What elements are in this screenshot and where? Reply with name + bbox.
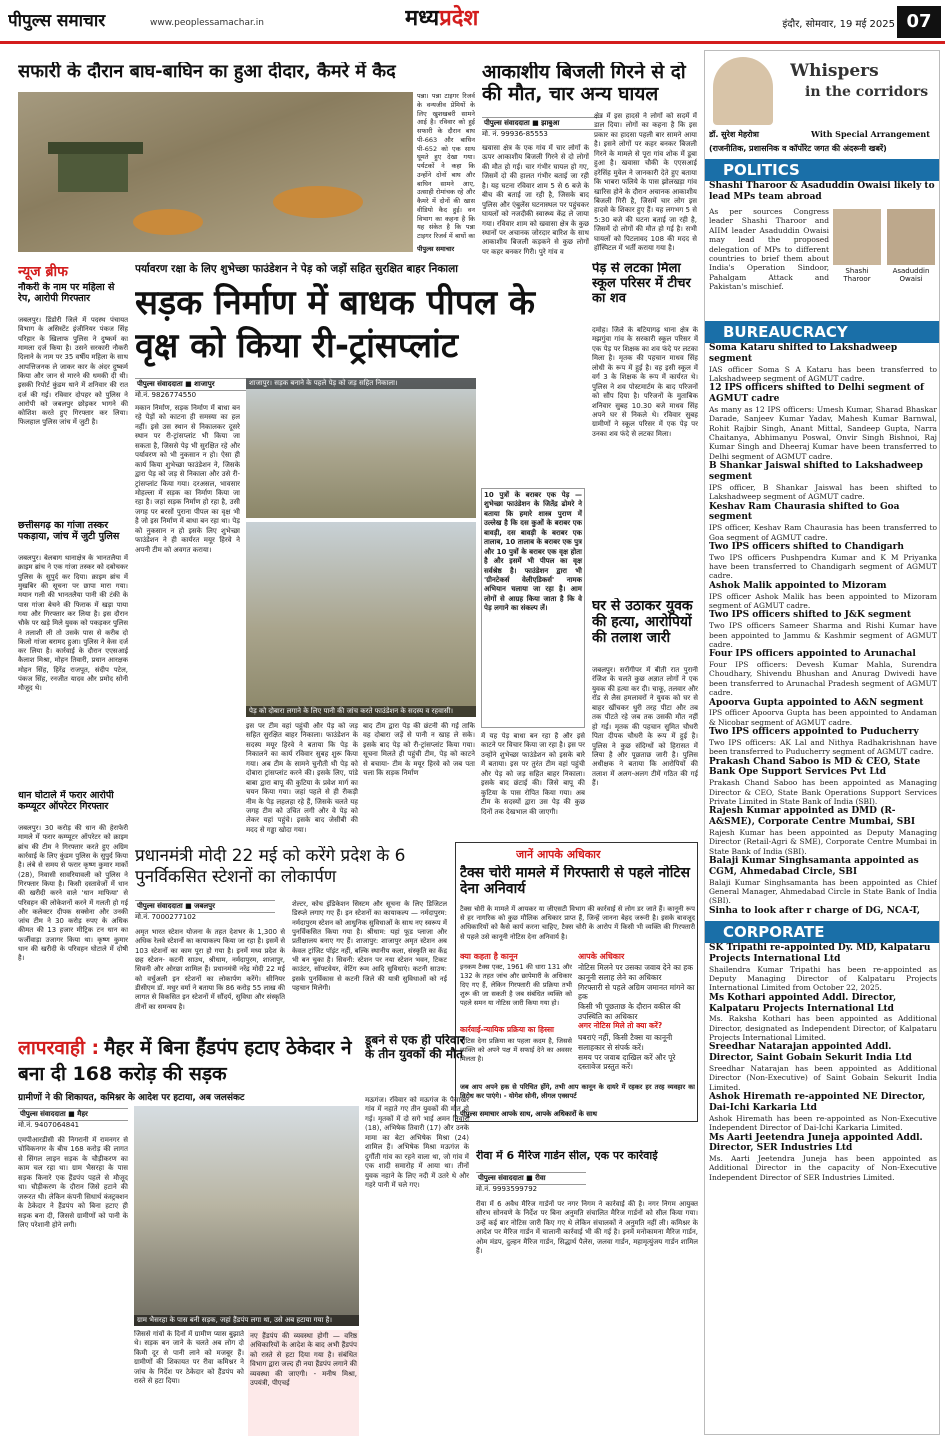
bureau-item-title: Prakash Chand Saboo is MD & CEO, State Bank Ope Support Services Pvt Ltd	[709, 756, 921, 778]
peepal-kicker: पर्यावरण रक्षा के लिए शुभेच्छा फाउंडेशन ने पेड़ को जड़ों सहित सुरक्षित बाहर निकाला	[135, 263, 458, 275]
right-item: नोटिस मिलने पर उसका जवाब देने का हक	[578, 963, 694, 972]
maihar-headline: मैहर में बिना हैंडपंप हटाए ठेकेदार ने बना दी 168 करोड़ की सड़क	[18, 1037, 352, 1085]
whispers-sidebar	[704, 50, 940, 1435]
owaisi-caption: Asaduddin Owaisi	[892, 267, 930, 283]
politics-body: As per sources Congress leader Shashi Tharoor and AIIM leader Asaduddin Owaisi may lead the proposed delegation of MPs to different countries to brief them about India's Operation Sindoor, Pahalgam Attack and Pakistan's mischief.	[709, 207, 829, 291]
step-item: समय पर जवाब दाखिल करें और पूरे दस्तावेज प्रस्तुत करें।	[578, 1052, 676, 1072]
adhikar-steps	[578, 1033, 695, 1072]
corp-item-body: Ms. Raksha Kothari has been appointed as Additional Director, designated as Independent Director, of Kalpataru Projects International Limited.	[709, 1014, 937, 1043]
peepal-photo-2-caption: पेड़ को दोबारा लगाने के लिए पानी की जांच करते फाउंडेशन के सदस्य व रहवासी।	[246, 706, 476, 717]
modi-byline: पीपुल्स संवाददाता ■ जबलपुर	[135, 900, 275, 913]
maihar-photo-caption: ग्राम भैसरहा के पास बनी सड़क, जहां हैंडपंप लगा था, उसे अब हटाया गया है।	[134, 1315, 359, 1326]
bureau-item-title: Two IPS officers appointed to Puducherry	[709, 727, 919, 738]
peepal-headline: सड़क निर्माण में बाधक पीपल के वृक्ष को किया री-ट्रांसप्लांट	[135, 283, 536, 366]
lightning-headline: आकाशीय बिजली गिरने से दो की मौत, चार अन्य घायल	[482, 62, 686, 105]
maihar-photo	[134, 1106, 359, 1326]
adhikar-note: पीपुल्स समाचार आपके साथ, आपके अधिकारों के साथ	[460, 1110, 597, 1118]
bureaucracy-list	[709, 343, 937, 915]
bureau-item-body: IPS officer, Keshav Ram Chaurasia has been transferred to Goa segment of AGMUT cadre.	[709, 523, 937, 542]
author-photo	[713, 57, 773, 125]
newspaper-logo: पीपुल्स समाचार	[8, 11, 106, 31]
corp-item-title: Sreedhar Natarajan appointed Addl. Director, Saint Gobain Sekurit India Ltd	[709, 1042, 912, 1064]
brief-2-body: जबलपुर। बेलबाग थानाक्षेत्र के भानतलैया में क्राइम ब्रांच ने एक गांजा तस्कर को दबोचकर पुलिस के सुपुर्द कर दिया। क्राइम ब्रांच में मुखबिर की सूचना पर छापा मारा गया। मयान गली की भानतलैया पानी की टंकी के पास गांजा बेचने की फिराक में खड़ा पाया गया और गिरफ्तार कर लिया है। इस दौरान चौके पर खड़े मिले युवक को पकड़कर पुलिस ने तलाशी ली तो उसके पास से करीब दो किलो गांजा बरामद हुआ। पुलिस ने केस दर्ज कर लिया है। कार्रवाई के दौरान एएसआई कैलाश मिश्रा, मोहन तिवारी, प्रधान आरक्षक मोहन सिंह, हिरेंद्र राजपूत, संदीप पटेल, पंकज सिंह, रनजीत यादव और प्रमोद सोनी मौजूद थे।	[18, 554, 128, 693]
bureau-item-title: Sinha to look after r charge of DG, NCA-T,	[709, 905, 921, 915]
bureau-item-body: Rajesh Kumar has been appointed as Deputy Managing Director (Retail-Agri & SME), Corporate Centre Mumbai in State Bank of India (SBI).	[709, 827, 937, 856]
step-item: घबराएं नहीं, किसी टैक्स या कानूनी सलाहकार से संपर्क करें।	[578, 1033, 673, 1052]
bureau-item-title: Four IPS officers appointed to Arunachal	[709, 649, 916, 660]
rewa-mobile: मो.नं. 9993599792	[476, 1185, 538, 1193]
corp-item-title: Ashok Hiremath re-appointed NE Director, Dai-Ichi Karkaria Ltd	[709, 1092, 926, 1113]
maihar-subtitle: ग्रामीणों ने की शिकायत, कमिश्नर के आदेश पर हटाया, अब जलसंकट	[18, 1093, 245, 1103]
peepal-col1: मकान निर्माण, सड़क निर्माण में बाधा बन रहे पेड़ों को काटना ही समस्या का हल नहीं। इसे उस स्थान से निकालकर दूसरे स्थान पर री-ट्रांसप्लांट भी किया जा सकता है, जिससे पेड़ भी सुरक्षित रहे और पर्यावरण को भी नुकसान न हो। ऐसा ही कार्य किया शुभेच्छा फाउंडेशन ने, जिसके द्वारा पेड़ को जड़ से निकाला और उसे री-ट्रांसप्लांट किया गया। दरअसल, भावसार मोहल्ला में सड़क का निर्माण किया जा रहा है। जहां सड़क निर्माण हो रहा है, उसी जगह पर बरसों पुराना पीपल का वृक्ष भी है जो इस निर्माण में बाधा बन रहा था। पेड़ को नुकसान न हो इसके लिए शुभेच्छा फाउंडेशन ने ही कार्यरत मयूर हिरवे ने अपनी टीम को अवगत कराया।	[135, 404, 240, 554]
adhikar-q4: अगर नोटिस मिले तो क्या करें?	[578, 1021, 663, 1030]
tiger-photo	[18, 92, 413, 252]
special-arrangement: With Special Arrangement	[811, 129, 930, 139]
bureau-item-title: Apoorva Gupta appointed to A&N segment	[709, 697, 924, 708]
bureau-item-title: Two IPS officers shifted to J&K segment	[709, 610, 912, 621]
corp-item-body: Ashok Hiremath has been re-appointed as Non-Executive Independent Director of Dai-Ichi Karkaria Limited.	[709, 1113, 937, 1133]
tiger-body: पन्ना। पन्ना टाइगर रिजर्व के वन्यजीव प्रेमियों के लिए खुशखबरी सामने आई है। रविवार को हुई सफारी के दौरान बाघ पी-663 और बाघिन पी-652 को एक साथ घूमते हुए देखा गया। पर्यटकों ने कहा कि उन्होंने दोनों बाघ और बाघिन सामने आए, उत्साही रोमांचक रहे और कैमरे में दोनों की खास वीडियो कैद हुई। वन विभाग का कहना है कि यह संकेत है कि पन्ना टाइगर रिजर्व में बाघों का	[417, 92, 475, 241]
adhikar-q3: आपके अधिकार	[578, 952, 625, 961]
drown-body: मऊगंज। रविवार को मऊगंज के पैसाखर गांव में नहाते गए तीन युवकों की मौत हो गई। मृतकों में दो सगे भाई अमन तिवारी (18), अभिषेक तिवारी (17) और उनके मामा का बेटा अभिषेक मिश्रा (24) शामिल हैं। अभिषेक मिश्रा मऊगंज के दुर्गौती गांव का रहने वाला था, जो गांव में एक शादी समारोह में आया था। तीनों युवक नहाने के लिए नदी में उतरे थे और गहरे पानी में चले गए।	[365, 1096, 469, 1189]
corp-item-title: SK Tripathi re-appointed Dy. MD, Kalpataru Projects International Ltd	[709, 943, 931, 964]
bureau-item-title: Soma Kataru shifted to Lakshadweep segment	[709, 343, 898, 364]
peepal-photo-2	[246, 522, 476, 717]
brief-1-title: नौकरी के नाम पर महिला से रेप, आरोपी गिरफ्तार	[18, 282, 115, 305]
whispers-subtitle: in the corridors	[805, 85, 929, 99]
modi-col2: शेल्टर, कोच इंडिकेशन सिस्टम और सूचना के लिए डिजिटल डिस्प्ले लगाए गए हैं। इन स्टेशनों का कायाकल्प — नर्मदापुरम: नर्मदापुरम स्टेशन को आधुनिक सुविधाओं के साथ नए स्वरूप में पुनर्विकसित किया गया है। श्रीधाम: यहां फूड प्लाजा और प्रतीक्षालय बनाए गए हैं। शाजापुर: शाजापुर अमृत स्टेशन अब केवल ट्रांजिट पॉइंट नहीं, बल्कि स्थानीय कला, संस्कृति का केंद्र भी बन चुका है। सिवनी: स्टेशन पर नया स्टेशन भवन, टिकट काउंटर, सॉफ्टवेयर, वेटिंग रूम आदि सुविधाएं। कटनी साउथ: इसके पुनर्विकास से कटनी जिले की यात्री सुविधाओं को नई पहचान मिलेगी।	[292, 900, 447, 992]
rewa-headline: रीवा में 6 मैरिज गार्डन सील, एक पर कार्रवाई	[476, 1150, 658, 1162]
murder-headline: घर से उठाकर युवक की हत्या, आरोपियों की तलाश जारी	[592, 598, 693, 647]
lightning-col2: क्षेत्र में इस हादसे ने लोगों को सदमें में डाल दिया। लोगों का कहना है कि इस प्रकार का हादसा पहली बार सामने आया है। इसने लोगों पर कहर बनकर बिजली गिरने के मामले से पूरा गांव शोक में डूबा हुआ है। खवासा चौकी के एएसआई हरेसिंह मुवेल ने जानकारी देते हुए बताया कि भाबरा फलिये के पास झोलखड़ा गांव खारिस होने के दौरान अचानक आकाशीय बिजली गिरी है, जिसमें चार लोग इस हादसे के शिकार हुए हैं। यह लगभग 5 से 5:30 बजे की घटना बताई जा रही है, जिसमें दो लोगों की मौत हो गई है। सभी घायलों को पिटलावद 108 की मदद से हॉस्पिटल में भर्ती कराया गया है।	[594, 112, 697, 253]
bureau-item-title: Keshav Ram Chaurasia shifted to Goa segment	[709, 501, 900, 523]
section-accent: प्रदेश	[439, 6, 479, 31]
maihar-body2: जिससे गांवों के दिनों में ग्रामीण प्यास बुझाते थे। सड़क बन जाने के चलते अब लोग दो किमी दूर से पानी लाने को मजबूर हैं। ग्रामीणों की शिकायत पर रीवा कमिश्नर ने जांच के निर्देश पर ठेकेदार को हैंडपंप को रास्ते से हटा दिया।	[134, 1330, 244, 1386]
adhikar-rights-list	[578, 963, 695, 1022]
lightning-col1: खवासा क्षेत्र के एक गांव में चार लोगों के ऊपर आकाशीय बिजली गिरने से दो लोगों की मौत हो गई। चार गंभीर घायल हो गए, जिसमें दो की हालत गंभीर बताई जा रही है। यह घटना रविवार शाम 5 से 6 बजे के बीच की बताई जा रही है, जिसके बाद पुलिस और एंबुलेंस घटनास्थल पर पहुंचकर घायलों को नजदीकी स्वास्थ्य केंद्र ले जाया गया। रविवार शाम को खवासा क्षेत्र के कुछ स्थानों पर अचानक जोरदार बारिश के साथ आकाशीय बिजली कड़कने से कुछ लोगों पर कहर बनकर गिरी। पुरे गांव व	[482, 144, 589, 256]
peepal-col2: इस पर टीम वहां पहुंची और पेड़ को जड़ सहित सुरक्षित बाहर निकाला। फाउंडेशन के सदस्य मयूर हिरवे ने बताया कि पेड़ के निकालने का कार्य रविवार सुबह शुरू किया गया। अब टीम के सामने चुनौती थी पेड़ को दोबारा ट्रांसप्लांट करने की। इसके लिए, पांडे बाबा द्वारा बापू की कुटिया के प्रवेश मार्ग का चयन किया गया। जहां पहले से ही रीकड़ी नीम के पेड़ लहलहा रहे हैं, जिसके चलते यह जगह टीम को उचित लगी और वे पेड़ को लेकर यहां पहुंचे। इसके बाद जेसीबी की मदद से गड्ढा खोदा गया।	[246, 722, 358, 834]
corp-item-body: Sreedhar Natarajan has been appointed as Additional Director (Non-Executive) of Saint Gobain Sekurit India Limited.	[709, 1064, 937, 1092]
whispers-title: Whispers	[790, 63, 879, 80]
section-title: मध्यप्रदेश	[405, 6, 479, 31]
adhikar-q2: कार्रवाई-न्यायिक प्रक्रिया का हिस्सा	[460, 1025, 554, 1034]
bureau-item-title: Two IPS officers shifted to Chandigarh	[709, 541, 904, 552]
bureau-item-title: Balaji Kumar Singhsamanta appointed as CGM, Ahmedabad Circle, SBI	[709, 856, 919, 877]
peepal-col4: में यह पेड़ बाधा बन रहा है और इसे काटने पर विचार किया जा रहा है। इस पर उन्होंने शुभेच्छा फाउंडेशन को इसके बारे में बताया। इस पर तुरंत टीम वहां पहुंची और पेड़ को जड़ सहित बाहर निकाला। इसके बाद छंटाई की। जिसे बापू की कुटिया के पास रोपित किया गया। अब टीम के सदस्यों द्वारा उस पेड़ की कुछ दिनों तक देखभाल की जाएगी।	[481, 732, 585, 816]
bureau-item-title: Rajesh Kumar appointed as DMD (R-A&SME), Corporate Centre Mumbai, SBI	[709, 806, 916, 828]
adhikar-footer: जब आप अपने हक से परिचित होंगे, तभी आप कानून के दायरे में रहकर हर तरह व्यवहार का विरोध कर पाएंगे। - योगेश सोनी, लीगल एक्सपर्ट	[460, 1083, 695, 1100]
adhikar-a2: नोटिस देना प्रक्रिया का पहला कदम है, जिससे व्यक्ति को अपने पक्ष में सफाई देने का अवसर मिलता है।	[460, 1037, 572, 1063]
tiger-headline: सफारी के दौरान बाघ-बाघिन का हुआ दीदार, कैमरे में कैद	[18, 62, 396, 82]
lightning-byline: पीपुल्स संवाददाता ■ झाबुआ	[482, 117, 602, 130]
tharoor-caption: Shashi Tharoor	[843, 267, 871, 283]
adhikar-headline: टैक्स चोरी मामले में गिरफ्तारी से पहले नोटिस देना अनिवार्य	[460, 865, 690, 898]
right-item: कानूनी सलाह लेने का अधिकार	[578, 972, 662, 982]
news-brief-text: न्यूज ब्रीफ	[18, 264, 68, 280]
adhikar-a1: इनकम टैक्स एक्ट, 1961 की धारा 131 और 132 के तहत जांच और छापेमारी के अधिकार दिए गए हैं, लेकिन गिरफ्तारी की प्रक्रिया तभी शुरू की जा सकती है जब संबंधित व्यक्ति को पहले समन या नोटिस जारी किया गया हो।	[460, 963, 572, 1007]
tiger-illustration	[18, 92, 413, 252]
modi-mobile: मो.नं. 7000277102	[135, 913, 197, 921]
brief-2-title: छत्तीसगढ़ का गांजा तस्कर पकड़ाया, जांच में जुटी पुलिस	[18, 520, 120, 543]
adhikar-box	[455, 842, 698, 1122]
page-number: 07	[897, 6, 941, 38]
politics-headline: Shashi Tharoor & Asaduddin Owaisi likely to lead MPs team abroad	[709, 181, 935, 202]
bureau-item-body: Four IPS officers: Devesh Kumar Mahla, Surendra Choudhary, Shivendu Bhushan and Anurag Dwivedi have been transferred to Arunachal Pradesh segment of AGMUT cadre.	[709, 660, 937, 698]
bureau-item-body: Two IPS officers Sameer Sharma and Rishi Kumar have been appointed to Jammu & Kashmir segment of AGMUT cadre.	[709, 621, 937, 649]
politics-header: POLITICS	[705, 159, 939, 181]
author-name: डॉ. सुरेश मेहरोत्रा	[709, 130, 759, 139]
sidebar-tagline: (राजनीतिक, प्रशासनिक व कॉर्पोरेट जगत की अंदरूनी खबरें)	[709, 144, 887, 153]
bureaucracy-header: BUREAUCRACY	[705, 321, 939, 343]
issue-date: इंदौर, सोमवार, 19 मई 2025	[782, 19, 895, 30]
maihar-tag: लापरवाही :	[18, 1037, 100, 1059]
peepal-photo-1-caption: शाजापुर। सड़क बनाने के पहले पेड़ को जड़ सहित निकाला।	[246, 378, 476, 389]
maihar-headline-block	[18, 1034, 358, 1088]
right-item: गिरफ्तारी से पहले अग्रिम जमानत मांगने का हक	[578, 982, 695, 1002]
tharoor-photo	[833, 209, 881, 265]
bureau-item-title: Ashok Malik appointed to Mizoram	[709, 580, 887, 591]
corporate-header: CORPORATE	[705, 921, 939, 943]
tiger-credit: पीपुल्स समाचार	[417, 245, 455, 253]
adhikar-label: जानें आपके अधिकार	[516, 848, 601, 861]
peepal-sidebox: 10 पुत्रों के बराबर एक पेड़ — शुभेच्छा फाउंडेशन के जितेंद्र ढोमरे ने बताया कि हमारे शास्त्र पुराण में उल्लेख है कि दस कुओं के बराबर एक बावड़ी, दस बावड़ी के बराबर एक तालाब, 10 तालाब के बराबर एक पुत्र और 10 पुत्रों के बराबर एक वृक्ष होता है और इसमें भी पीपल का वृक्ष सर्वश्रेष्ठ है। फाउंडेशन द्वारा भी 'ग्रीनटेकर्स वेलीएडिकर्स' नामक अभियान चलाया जा रहा है। आम लोगों से आग्रह किया जाता है कि वे पेड़ लगाने का संकल्प लें।	[481, 488, 585, 728]
bureau-item-body: Balaji Kumar Singhsamanta has been appointed as Chief General Manager, Ahmedabad Circle in State Bank of India (SBI).	[709, 877, 937, 906]
bureau-item-body: Two IPS officers Pushpendra Kumar and K M Priyanka have been transferred to Chandigarh segment of AGMUT cadre.	[709, 552, 937, 581]
corporate-list	[709, 943, 937, 1431]
bureau-item-body: As many as 12 IPS officers: Umesh Kumar, Sharad Bhaskar Darade, Sanjeev Kumar Yadav, Mahesh Kumar Barnwal, Rohit Rajbir Singh, Anant Mittal, Sandeep Gupta, Narra Chaitanya, Abhimanyu Poswal, Onvir Singh Bishnoi, Raj Kumar Singh and Dheeraj Kumar have been transferred to Delhi segment of AGMUT cadre.	[709, 404, 937, 461]
corp-item-title: Ms Aarti Jeetendra Juneja appointed Addl. Director, SER Industries Ltd	[709, 1132, 923, 1154]
website-url[interactable]: www.peoplessamachar.in	[150, 18, 264, 28]
rewa-body: रीवा में 6 अवैध मैरिज गार्डनों पर नगर निगम ने कार्रवाई की है। नगर निगम आयुक्त सौरभ सोनवणे के निर्देश पर बिना अनुमति संचालित मैरिज गार्डनों को सील किया गया। उन्हें कई बार नोटिस जारी किए गए थे लेकिन संचालकों ने अनुमति नहीं ली। कमिश्नर के आदेश पर मैरिज गार्डन में चालानी कार्रवाई भी की गई है। इनमें मनोकामना मैरिज गार्डन, ओम मंडप, दुल्हन मैरिज गार्डन, सिद्धार्थ पैलेस, जलवा गार्डन, महामृत्युंजय गार्डन शामिल हैं।	[476, 1200, 698, 1256]
rewa-byline: पीपुल्स संवाददाता ■ रीवा	[476, 1172, 586, 1185]
drown-headline: डूबने से एक ही परिवार के तीन युवकों की मौत	[365, 1034, 465, 1061]
bureau-item-title: 12 IPS officers shifted to Delhi segment of AGMUT cadre	[709, 383, 924, 405]
teacher-headline: पेड़ से लटका मिला स्कूल परिसर में टीचर का शव	[592, 262, 691, 306]
corp-item-body: Shailendra Kumar Tripathi has been re-appointed as Deputy Managing Director of Kalpataru Projects International Limited from October 22, 2025.	[709, 964, 937, 993]
adhikar-intro: टैक्स चोरी के मामले में आयकर या जीएसटी विभाग की कार्रवाई से लोग डर जाते हैं। कानूनी रूप से हर नागरिक को कुछ मौलिक अधिकार प्राप्त हैं, जिन्हें जानना बेहद जरूरी है। इसके बावजूद अधिकारियों को कैसे कार्य करना चाहिए, टैक्स चोरी के आरोप में किसी भी व्यक्ति की गिरफ्तारी से पहले उसे कानूनी नोटिस देना अनिवार्य है।	[460, 905, 695, 941]
bureau-item-body: IPS officer Apoorva Gupta has been appointed to Andaman & Nicobar segment of AGMUT cadre.	[709, 708, 937, 727]
maihar-box: नए हैंडपंप की व्यवस्था होगी — वरिष्ठ अधिकारियों के आदेश के बाद अभी हैंडपंप को रास्ते से हटा दिया गया है। संबंधित विभाग द्वारा जल्द ही नया हैंडपंप लगाने की व्यवस्था की जाएगी। - मनीष मिश्रा, उपयंत्री, पीएचई	[248, 1330, 359, 1436]
brief-3-title: धान घोटाले में फरार आरोपी कम्प्यूटर ऑपरेटर गिरफ्तार	[18, 790, 114, 813]
maihar-mobile: मो.नं. 9407064841	[18, 1121, 80, 1129]
bureau-item-body: IPS officer Ashok Malik has been appointed to Mizoram segment of AGMUT cadre.	[709, 591, 937, 610]
bureau-item-body: Prakash Chand Saboo has been appointed as Managing Director & CEO, State Bank Operations Support Services Private Limited in State Bank of India (SBI).	[709, 778, 937, 806]
bureau-item-body: IPS officer, B Shankar Jaiswal has been shifted to Lakshadweep segment of AGMUT cadre.	[709, 482, 937, 502]
bureau-item-title: B Shankar Jaiswal shifted to Lakshadweep segment	[709, 461, 923, 482]
peepal-mobile: मो.नं. 9826774550	[135, 391, 197, 399]
corp-item-title: Ms Kothari appointed Addl. Director, Kalpataru Projects International Ltd	[709, 992, 897, 1014]
adhikar-q1: क्या कहता है कानून	[460, 952, 518, 961]
teacher-body: दमोह। जिले के बटियागढ़ थाना क्षेत्र के मझगुंवा गांव के सरकारी स्कूल परिसर में एक पेड़ पर शिक्षक का शव फंदे पर लटका मिला है। मृतक की पहचान माधव सिंह लोधी के रूप में हुई है। वह इसी स्कूल में वर्ग 3 के शिक्षक के रूप में कार्यरत थे। पुलिस ने शव पोस्टमार्टम के बाद परिजनों को सौंप दिया है। परिजनों के मुताबिक शनिवार सुबह 10.30 बजे माधव सिंह अपने घर से निकले थे। रविवार सुबह ग्रामीणों ने स्कूल परिसर में एक पेड़ पर उनका शव फंदे से लटका मिला।	[592, 326, 698, 438]
brief-1-body: जबलपुर। डिंडोरी जिले में पदस्थ पंचायत विभाग के असिस्टेंट इंजीनियर पंकज सिंह परिहार के खिलाफ पुलिस ने दुष्कर्म का मामला दर्ज किया है। उसने सरकारी नौकरी दिलाने के नाम पर 35 वर्षीय महिला के साथ आपत्तिजनक ले जाकर कार के अंदर दुष्कर्म किया और जान से मारने की धमकी दी थी। इसकी रिपोर्ट कुंडम थाने में शनिवार की रात दर्ज की गई। रविवार दोपहर को पुलिस ने आरोपी को जबलपुर छोड़कर भागने की कोशिश करते हुए गिरफ्तार कर लिया। फिलहाल पुलिस जांच में जुटी है।	[18, 316, 128, 427]
masthead	[0, 0, 945, 44]
owaisi-photo	[887, 209, 935, 265]
news-brief-label	[18, 262, 128, 280]
murder-body: जबलपुर। सरोंगीपर में बीती रात पुरानी रंजिश के चलते कुछ अज्ञात लोगों ने एक युवक की हत्या कर दी। चाकू, तलवार और रॉड से लैस हमलावरों ने युवक को घर से बाहर खींचकर धुरी तरह पीटा और तब तक पीटते रहे जब तक उसकी मौत नहीं हो गई। मृतक की पहचान सुमित चौधरी पिता दीपक चौधरी के रूप में हुई है। पुलिस ने कुछ संदिग्धों को हिरासत में लिया है और पूछताछ जारी है। पुलिस अधीक्षक ने बताया कि आरोपियों की तलाश में अलग-अलग टीमें गठित की गई हैं।	[592, 666, 698, 788]
brief-3-body: जबलपुर। 30 करोड़ की धान की हेराफेरी मामले में फरार कम्प्यूटर ऑपरेटर को क्राइम ब्रांच की टीम ने गिरफ्तार करते हुए अग्रिम कार्रवाई के लिए कुंडम पुलिस के सुपुर्द किया है। लंबे से समय से फरार कृष्ण कुमार मार्को (28), निवासी सावरियावली को पुलिस ने गिरफ्तार किया है। किसी दस्तावेजों में धान की खरीदी करने वाले 'धान माफिया' से परिवहन की लोकेशनों करने में गलती हो गई और कलेक्टर दीपक सक्सेना और उनकी जांच टीम ने 30 करोड़ रुपए के अधिक कीमत की 13 हजार मीट्रिक टन धान का फर्जीवाड़ा उजागर किया था। कृष्ण कुमार धान की खरीदी के परिवहन घोटाले में दोषी है।	[18, 824, 128, 963]
maihar-byline: पीपुल्स संवाददाता ■ मैहर	[18, 1108, 128, 1121]
peepal-byline: पीपुल्स संवाददाता ■ शाजापुर	[135, 378, 255, 391]
modi-headline: प्रधानमंत्री मोदी 22 मई को करेंगे प्रदेश के 6 पुनर्विकसित स्टेशनों का लोकार्पण	[135, 846, 406, 888]
modi-col1: अमृत भारत स्टेशन योजना के तहत देशभर के 1,300 से अधिक रेलवे स्टेशनों का कायाकल्प किया जा रहा है। इसमें से 103 स्टेशनों का काम पूरा हो गया है। इनमें मध्य प्रदेश के छह स्टेशन- कटनी साउथ, श्रीधाम, नर्मदापुरम, शाजापुर, सिवनी और ओरछा शामिल हैं। प्रधानमंत्री नरेंद्र मोदी 22 मई को वर्चुअली इन स्टेशनों का लोकार्पण करेंगे। सीनियर डीसीएम डॉ. मधुर वर्मा ने बताया कि 86 करोड़ 55 लाख की लागत से विकसित इन स्टेशनों में सौंदर्य, सुविधा और संस्कृति तीनों का समन्वय है।	[135, 928, 285, 1011]
corp-item-body: Ms. Aarti Jeetendra Juneja has been appointed as Additional Director in the capacity of Non-Executive Independent Director of SER Industries Limited.	[709, 1154, 937, 1182]
right-item: किसी भी पूछताछ के दौरान वकील की उपस्थिति का अधिकार	[578, 1002, 681, 1021]
lightning-mobile: मो. नं. 99936-85553	[482, 130, 548, 138]
bureau-item-body: Two IPS officers: AK Lal and Nithya Radhakrishnan have been transferred to Puducherry segment of AGMUT cadre.	[709, 737, 937, 757]
peepal-col3: बाद टीम द्वारा पेड़ की छंटनी की गई ताकि वह दोबारा जड़ें से पानी न खाह ले सके। इसके बाद पेड़ को री-ट्रांसप्लांट किया गया। सूचना मिलते ही पहुंची टीम, पेड़ को काटने से बचाया- टीम के मयूर हिरवे को जब पता चला कि सड़क निर्माण	[363, 722, 475, 778]
maihar-body: एमपीआरडीसी की निगरानी में रामनगर से चोविकनगर के बीच 168 करोड़ की लागत से सिंगल लाइन सड़क के चौड़ीकरण का काम चल रहा था। ग्राम भैसरहा के पास सड़क किनारे एक हैंडपंप पहले से मौजूद था। चौड़ीकरण के दौरान जिसे हटाने की जरूरत थी। लेकिन कंपनी सिधार्थ कंस्ट्रक्शन के ठेकेदार ने हैंडपंप को बिना हटाए ही सड़क बना दी, जिससे ग्रामीणों को पानी के लिए परेशानी होने लगी।	[18, 1136, 128, 1229]
peepal-photo-1	[246, 378, 476, 518]
bureau-item-body: IAS officer Soma S A Kataru has been transferred to Lakshadweep segment of AGMUT cadre.	[709, 364, 937, 383]
